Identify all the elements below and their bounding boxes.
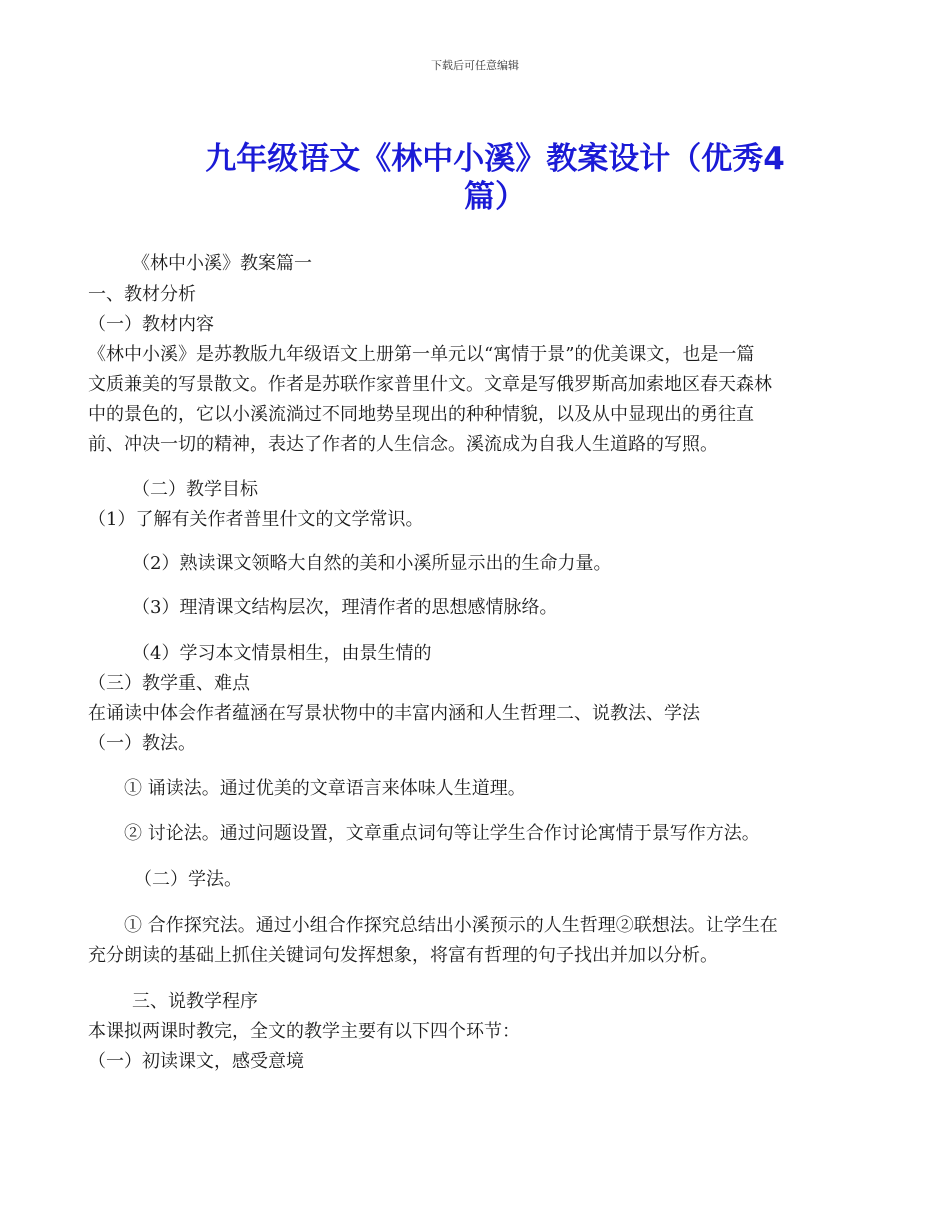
- method-item-cooperative: ① 合作探究法。通过小组合作探究总结出小溪预示的人生哲理②联想法。让学生在: [124, 915, 778, 936]
- subheading-key-points: （三）教学重、难点: [88, 673, 250, 694]
- heading-teaching-procedure: 三、说教学程序: [132, 991, 258, 1012]
- method-item-reading: ① 诵读法。通过优美的文章语言来体味人生道理。: [124, 778, 526, 799]
- title-line-2: 篇）: [464, 179, 526, 215]
- paragraph-line: 中的景色的，它以小溪流淌过不同地势呈现出的种种情貌，以及从中显现出的勇往直: [88, 404, 754, 425]
- paragraph-line: 文质兼美的写景散文。作者是苏联作家普里什文。文章是写俄罗斯高加索地区春天森林: [88, 374, 772, 395]
- method-item-discussion: ② 讨论法。通过问题设置，文章重点词句等让学生合作讨论寓情于景写作方法。: [124, 823, 760, 844]
- paragraph-line: 在诵读中体会作者蕴涵在写景状物中的丰富内涵和人生哲理二、说教法、学法: [88, 703, 700, 724]
- subheading-teaching-methods: （一）教法。: [88, 733, 196, 754]
- heading-material-analysis: 一、教材分析: [88, 284, 196, 305]
- subheading-teaching-goals: （二）教学目标: [132, 479, 258, 500]
- paragraph-line: 充分朗读的基础上抓住关键词句发挥想象，将富有哲理的句子找出并加以分析。: [88, 945, 718, 966]
- goal-item-2: （2）熟读课文领略大自然的美和小溪所显示出的生命力量。: [132, 553, 612, 574]
- section-heading-lesson-one: 《林中小溪》教案篇一: [132, 253, 312, 274]
- goal-item-4: （4）学习本文情景相生，由景生情的: [132, 643, 432, 664]
- header-note: 下载后可任意编辑: [431, 59, 519, 72]
- paragraph-line: 《林中小溪》是苏教版九年级语文上册第一单元以“寓情于景”的优美课文，也是一篇: [88, 344, 755, 365]
- subheading-learning-methods: （二）学法。: [134, 869, 242, 890]
- paragraph-line: 前、冲决一切的精神，表达了作者的人生信念。溪流成为自我人生道路的写照。: [88, 434, 718, 455]
- goal-item-1: （1）了解有关作者普里什文的文学常识。: [88, 509, 424, 530]
- title-line-1: 九年级语文《林中小溪》教案设计（优秀4: [205, 141, 785, 177]
- goal-item-3: （3）理清课文结构层次，理清作者的思想感情脉络。: [132, 597, 558, 618]
- document-title: [150, 140, 840, 216]
- subheading-material-content: （一）教材内容: [88, 314, 214, 335]
- paragraph-line: 本课拟两课时教完，全文的教学主要有以下四个环节：: [88, 1021, 520, 1042]
- subheading-first-reading: （一）初读课文，感受意境: [88, 1051, 304, 1072]
